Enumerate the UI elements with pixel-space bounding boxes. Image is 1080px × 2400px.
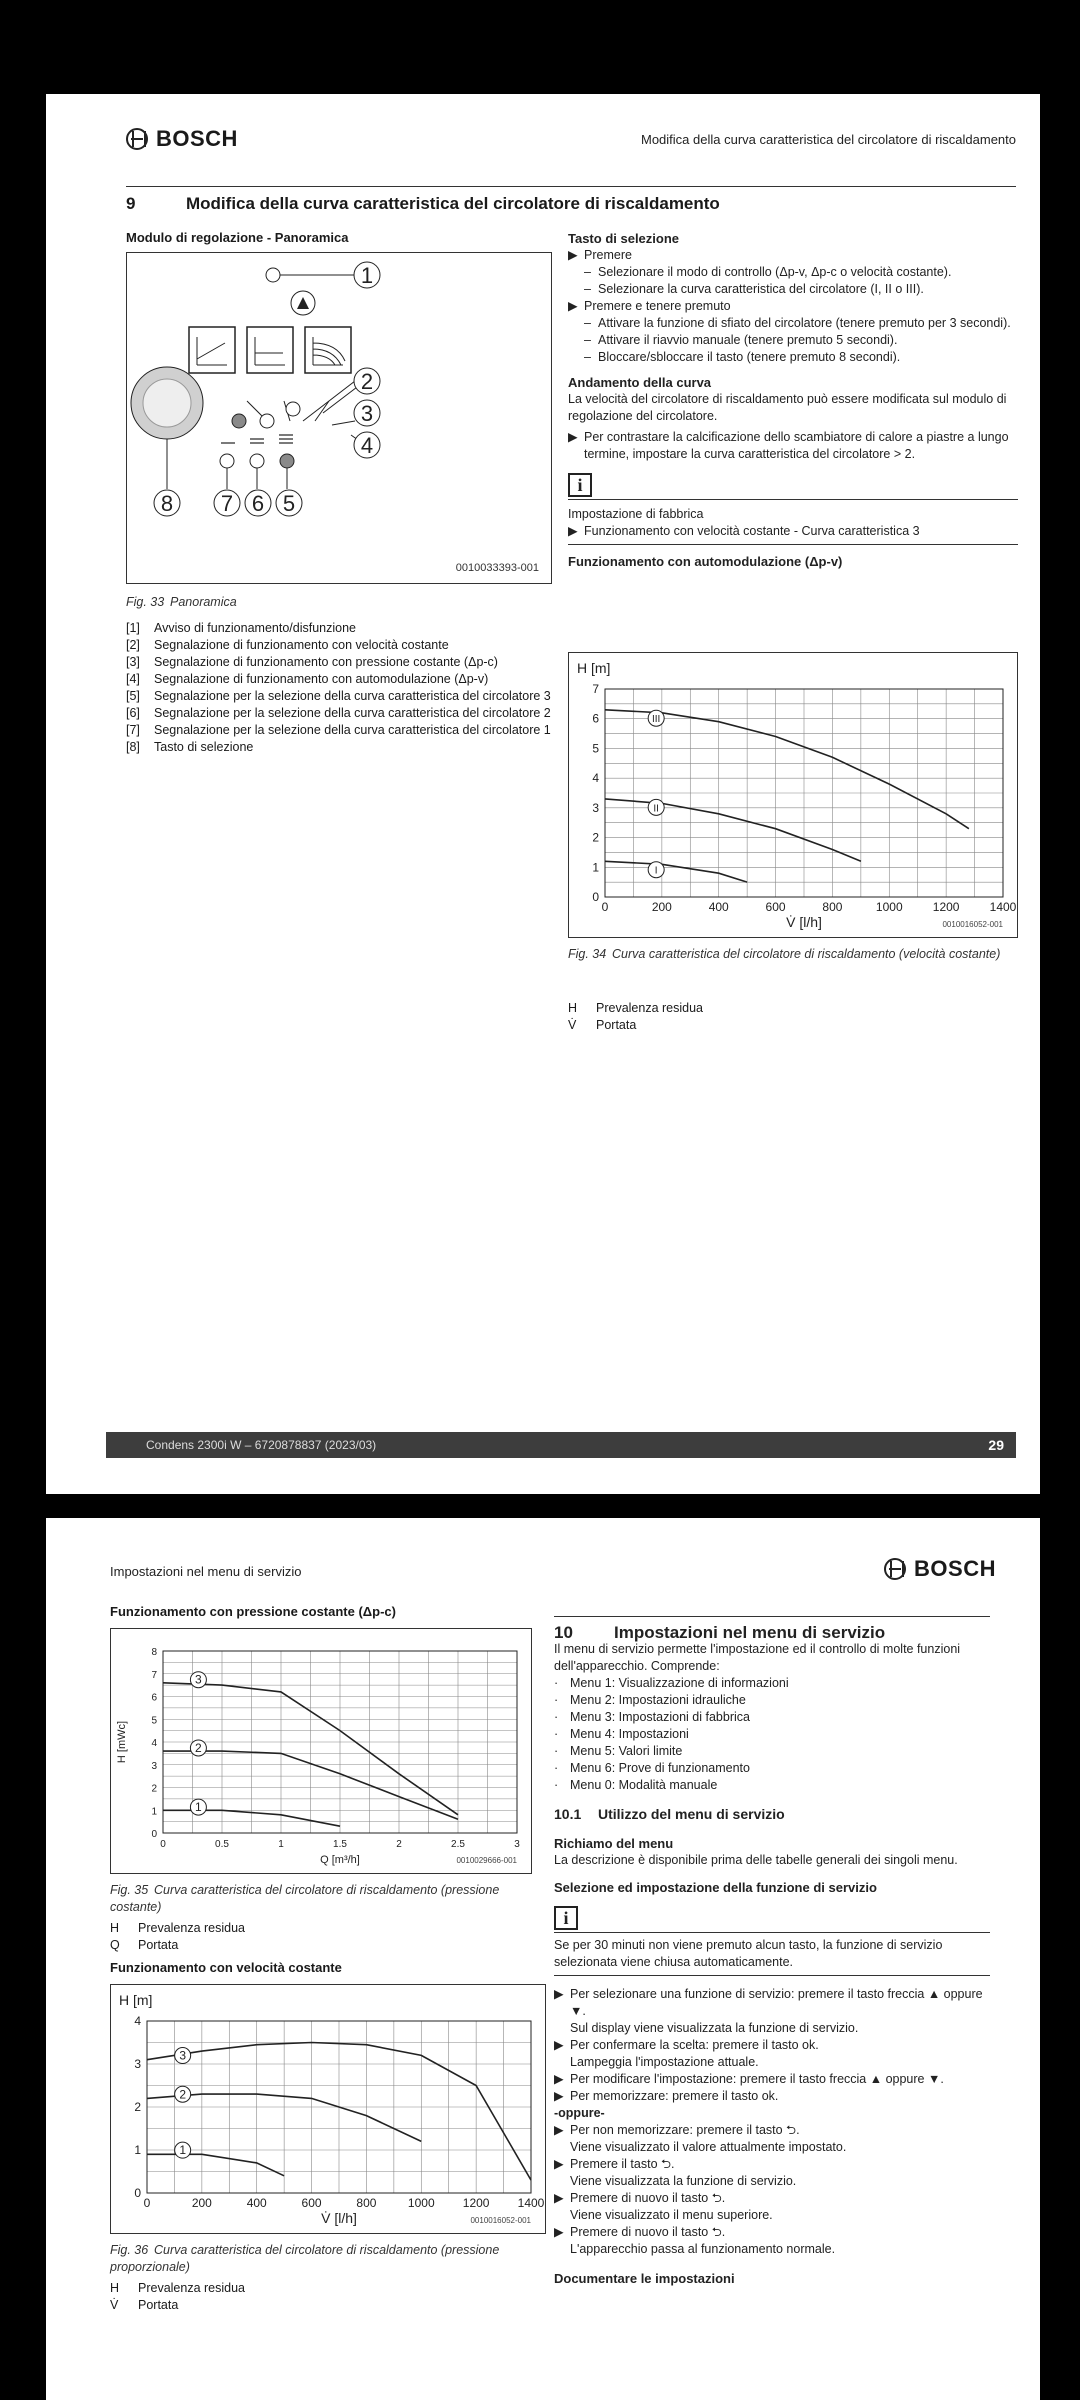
y-axis-label: H [mWc] (116, 1720, 128, 1764)
menu-list-item: · Menu 0: Modalità manuale (554, 1778, 718, 1792)
menu-list-item: · Menu 1: Visualizzazione di informazioni (554, 1676, 789, 1690)
y-axis-label: H [m] (119, 1992, 153, 2008)
callout-3: 3 (360, 401, 374, 426)
led-constant-speed (232, 414, 246, 428)
fig34-legend: H Prevalenza residua V̇ Portata (568, 1001, 704, 1032)
y-tick-label: 7 (151, 1669, 157, 1681)
x-tick-label: 0 (160, 1839, 166, 1850)
chart-code: 0010029666-001 (456, 1856, 517, 1865)
page-footer: Condens 2300i W – 6720878837 (2023/03) 29 (106, 1432, 1016, 1458)
y-tick-label: 1 (592, 860, 599, 875)
page-number: 29 (988, 1437, 1004, 1453)
x-tick-label: 1 (278, 1839, 284, 1850)
x-tick-label: 600 (301, 2196, 322, 2210)
x-tick-label: 200 (191, 2196, 212, 2210)
info-icon: i (568, 473, 592, 497)
callout-7: 7 (220, 491, 234, 516)
menu-list-item: · Menu 3: Impostazioni di fabbrica (554, 1710, 750, 1724)
chapter10: 10 Impostazioni nel menu di servizio Il menu di servizio permette l'impostazione ed il controllo di molte funzioni dell'apparecchio. Comprende: · Menu 1: Visualizzazione di informazioni · Menu 2: Impostazioni idrauliche · Menu 3: Impostazioni di fabbrica · Menu 4: Impostazioni · Menu 5: Valori limite · Menu 6: Prove di funzionamento · Menu 0: Modalità manuale 10.1 Utilizzo del menu di servizio Richiamo del menu La descrizione è disponibile prima delle tabelle generali dei singoli menu. Selezione ed impostazione della funzione di servizio i Se per 30 minuti non viene premuto alcun tasto, la funzione di servizio selezionata viene chiusa automaticamente. ▶ Per selezionare una funzione di servizio: premere il tasto freccia ▲ oppure ▼. Sul display viene visualizzata la funzione di servizio. ▶ Per confermare la scelta: premere il tasto ok. Lampeggia l'impostazione attuale. ▶ Per modificare l'impostazione: premere il tasto freccia ▲ oppure ▼. ▶ Per memorizzare: premere il tasto ok. -oppure- ▶ Per non memorizzare: premere il tasto ⮌. Viene visualizzato il valore attualmente impostato. ▶ Premere il tasto ⮌. Viene visualizzata la funzione di servizio. ▶ Premere di nuovo il tasto ⮌. Viene visualizzato il menu superiore. ▶ Premere di nuovo il tasto ⮌. L'apparecchio passa al funzionamento normale. Documentare le impostazioni (554, 1624, 990, 2287)
const-pressure-title: Funzionamento con pressione costante (Δp-c) (110, 1604, 396, 1619)
menu-list-item: · Menu 4: Impostazioni (554, 1727, 689, 1741)
x-tick-label: 2 (396, 1839, 402, 1850)
y-tick-label: 2 (151, 1783, 157, 1795)
constant-speed-mode-icon (305, 327, 351, 373)
legend-item: [6] Segnalazione per la selezione della curva caratteristica del circolatore 2 (126, 706, 551, 720)
y-tick-label: 5 (592, 741, 599, 756)
y-tick-label: 0 (134, 2186, 141, 2200)
y-tick-label: 3 (151, 1760, 157, 1772)
chart-fig35 (110, 1628, 532, 1874)
x-tick-label: 2.5 (451, 1839, 465, 1850)
y-tick-label: 4 (592, 771, 599, 786)
x-tick-label: 400 (708, 900, 729, 914)
callout-4: 4 (360, 433, 374, 458)
fig33-legend (126, 620, 556, 756)
series-label: 2 (179, 2087, 187, 2102)
manual-page-30 (46, 1518, 1040, 2400)
fig34-caption: Fig. 34 Curva caratteristica del circolatore di riscaldamento (velocità costante) (568, 947, 1001, 961)
bosch-logo: BOSCH (884, 1556, 996, 1582)
y-tick-label: 5 (151, 1715, 157, 1727)
led-automodulation (286, 402, 300, 416)
chart-fig36-svg (111, 1985, 545, 2233)
fig33-caption: Fig. 33 Panoramica (126, 595, 237, 609)
y-tick-label: 2 (592, 830, 599, 845)
x-tick-label: 200 (651, 900, 672, 914)
fig36-legend: H Prevalenza residua V̇ Portata (110, 2281, 246, 2312)
x-tick-label: 3 (514, 1839, 520, 1850)
series-label: I (654, 865, 658, 877)
x-tick-label: 400 (246, 2196, 267, 2210)
y-tick-label: 4 (134, 2014, 141, 2028)
x-tick-label: 1200 (462, 2196, 490, 2210)
menu-list-item: · Menu 2: Impostazioni idrauliche (554, 1693, 746, 1707)
callout-2: 2 (360, 369, 374, 394)
manual-page-29 (46, 94, 1040, 1494)
series-label: III (651, 714, 661, 726)
legend-item: [8] Tasto di selezione (126, 740, 254, 754)
fig35-legend: H Prevalenza residua Q Portata (110, 1921, 246, 1952)
callout-8: 8 (160, 491, 174, 516)
y-tick-label: 3 (592, 800, 599, 815)
x-tick-label: 0.5 (215, 1839, 229, 1850)
y-axis-label: H [m] (577, 660, 611, 676)
legend-item: [4] Segnalazione di funzionamento con automodulazione (Δp-v) (126, 672, 489, 686)
series-line-II (605, 799, 861, 861)
info-icon: i (554, 1906, 578, 1930)
module-subtitle: Modulo di regolazione - Panoramica (126, 230, 349, 245)
series-label: 3 (179, 2048, 187, 2063)
x-tick-label: 600 (765, 900, 786, 914)
y-tick-label: 8 (151, 1647, 157, 1658)
legend-item: [1] Avviso di funzionamento/disfunzione (126, 621, 356, 635)
chapter10-heading: 10 Impostazioni nel menu di servizio (554, 1623, 886, 1642)
x-tick-label: 0 (143, 2196, 151, 2210)
x-tick-label: 1400 (517, 2196, 545, 2210)
right-column: Tasto di selezione ▶ Premere – Selezionare il modo di controllo (Δp-v, Δp-c o velocità costante). – Selezionare la curva caratteristica del circolatore (I, II o III). ▶ Premere e tenere premuto – Attivare la funzione di sfiato del circolatore (tenere premuto per 3 secondi). – Attivare il riavvio manuale (tenere premuto 5 secondi). – Bloccare/sbloccare il tasto (tenere premuto 8 secondi). Andamento della curva La velocità del circolatore di riscaldamento può essere modificata sul modulo di regolazione del circolatore. ▶ Per contrastare la calcificazione dello scambiatore di calore a piastre a lungo termine, impostare la curva caratteristica del circolatore > 2. i Impostazione di fabbrica ▶ Funzionamento con velocità costante - Curva caratteristica 3 Funzionamento con automodulazione (Δp-v) (568, 230, 1018, 570)
x-axis-label: V̇ [l/h] (786, 914, 822, 930)
series-label: 2 (195, 1740, 202, 1755)
x-tick-label: 1000 (407, 2196, 435, 2210)
const-speed-title: Funzionamento con velocità costante (110, 1960, 342, 1975)
x-axis-label: Q [m³/h] (320, 1854, 360, 1866)
y-tick-label: 0 (592, 890, 599, 904)
x-tick-label: 1.5 (333, 1839, 347, 1850)
panel-code: 0010033393-001 (455, 562, 539, 574)
x-tick-label: 1200 (932, 900, 960, 914)
chart-fig35-svg (111, 1629, 531, 1873)
menu-list-item: · Menu 5: Valori limite (554, 1744, 683, 1758)
control-module-svg (127, 253, 551, 583)
y-tick-label: 7 (592, 682, 599, 696)
bosch-armature-icon (884, 1558, 906, 1580)
x-axis-label: V̇ [l/h] (321, 2210, 357, 2226)
series-label: II (653, 803, 659, 815)
y-tick-label: 3 (134, 2057, 141, 2071)
bosch-logo: BOSCH (126, 126, 238, 152)
x-tick-label: 800 (356, 2196, 377, 2210)
menu-list (554, 1675, 990, 1794)
y-tick-label: 4 (151, 1738, 157, 1749)
bosch-armature-icon (126, 128, 148, 150)
andamento-title: Andamento della curva (568, 375, 712, 390)
running-header: Impostazioni nel menu di servizio (110, 1564, 302, 1579)
chart-fig34-svg (569, 653, 1017, 937)
control-module-diagram (126, 252, 552, 584)
y-tick-label: 6 (592, 711, 599, 726)
chart-code: 0010016052-001 (470, 2216, 531, 2225)
callout-1: 1 (360, 263, 374, 288)
running-header: Modifica della curva caratteristica del circolatore di riscaldamento (641, 132, 1016, 147)
series-label: 1 (195, 1800, 202, 1815)
series-label: 3 (195, 1672, 202, 1687)
callout-5: 5 (282, 491, 296, 516)
y-tick-label: 2 (134, 2100, 141, 2114)
x-tick-label: 0 (601, 900, 609, 914)
y-tick-label: 0 (151, 1829, 157, 1840)
dp-c-mode-icon (247, 327, 293, 373)
y-tick-label: 1 (151, 1806, 157, 1818)
chart-code: 0010016052-001 (942, 920, 1003, 929)
y-tick-label: 6 (151, 1692, 157, 1704)
y-tick-label: 1 (134, 2143, 141, 2157)
callout-6: 6 (251, 491, 265, 516)
fault-led (266, 268, 280, 282)
automod-title: Funzionamento con automodulazione (Δp-v) (568, 554, 843, 569)
chart-fig36 (110, 1984, 546, 2234)
legend-item: [2] Segnalazione di funzionamento con velocità costante (126, 638, 449, 652)
series-line-I (605, 861, 747, 882)
menu-list-item: · Menu 6: Prove di funzionamento (554, 1761, 750, 1775)
chart-fig34 (568, 652, 1018, 938)
chapter-heading: 9 Modifica della curva caratteristica del circolatore di riscaldamento (126, 194, 720, 213)
legend-item: [7] Segnalazione per la selezione della curva caratteristica del circolatore 1 (126, 723, 551, 737)
fig35-caption: Fig. 35 Curva caratteristica del circolatore di riscaldamento (pressione costante) (110, 1883, 500, 1914)
fig36-caption: Fig. 36 Curva caratteristica del circolatore di riscaldamento (pressione proporzionale) (110, 2243, 500, 2274)
legend-item: [5] Segnalazione per la selezione della curva caratteristica del circolatore 3 (126, 689, 551, 703)
x-tick-label: 1400 (989, 900, 1017, 914)
x-tick-label: 1000 (875, 900, 903, 914)
led-constant-pressure (260, 414, 274, 428)
series-line-1 (147, 2154, 284, 2176)
legend-item: [3] Segnalazione di funzionamento con pressione costante (Δp-c) (126, 655, 498, 669)
section-10-1: 10.1 Utilizzo del menu di servizio (554, 1806, 785, 1822)
tasto-title: Tasto di selezione (568, 231, 680, 246)
x-tick-label: 800 (822, 900, 843, 914)
series-label: 1 (179, 2143, 187, 2158)
